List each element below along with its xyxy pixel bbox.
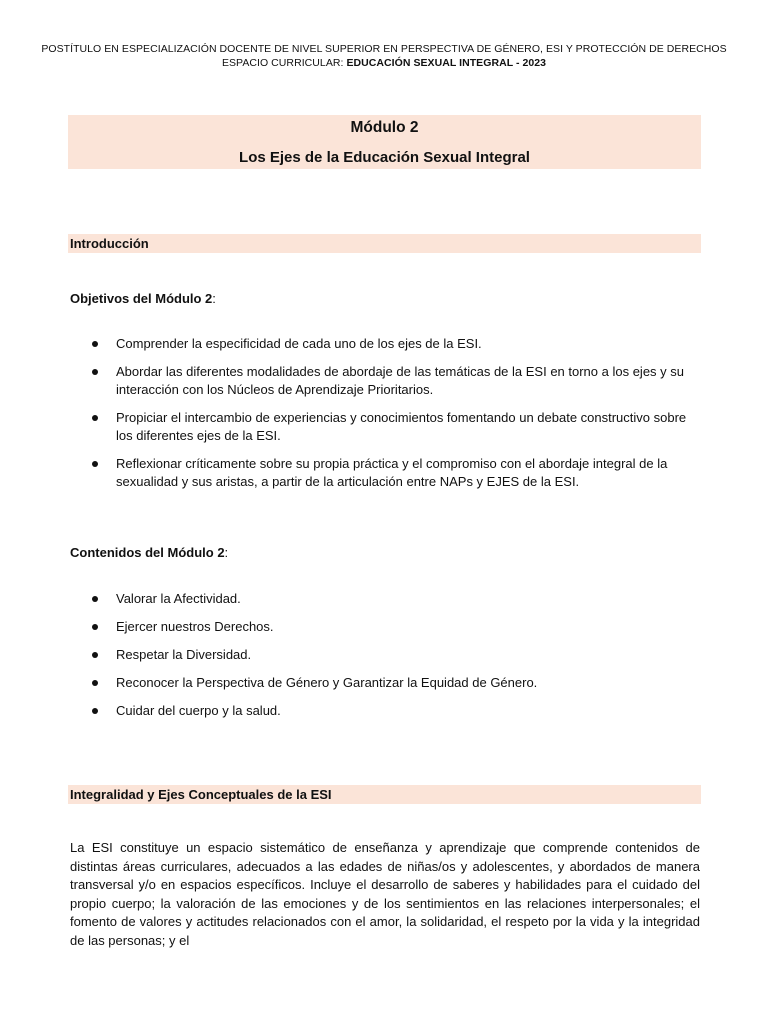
list-item: Reconocer la Perspectiva de Género y Garantizar la Equidad de Género. xyxy=(116,674,706,693)
objectives-list xyxy=(116,335,706,492)
objectives-heading xyxy=(70,290,216,308)
list-item: Valorar la Afectividad. xyxy=(116,590,706,609)
header-line-2-prefix: ESPACIO CURRICULAR: xyxy=(221,57,347,69)
list-item: Propiciar el intercambio de experiencias y conocimientos fomentando un debate constructivo sobre los diferentes ejes de la ESI. xyxy=(116,409,706,446)
header-line-2 xyxy=(0,56,768,70)
contents-heading-text: Contenidos del Módulo 2 xyxy=(70,545,225,560)
list-item: Cuidar del cuerpo y la salud. xyxy=(116,702,706,721)
objectives-heading-colon: : xyxy=(212,291,216,306)
module-number: Módulo 2 xyxy=(350,119,419,136)
list-item: Reflexionar críticamente sobre su propia práctica y el compromiso con el abordaje integral de la sexualidad y sus aristas, a partir de la articulación entre NAPs y EJES de la ESI. xyxy=(116,455,706,492)
contents-heading-colon: : xyxy=(224,545,229,560)
running-header xyxy=(0,42,768,70)
section-heading-introduction: Introducción xyxy=(68,234,701,253)
contents-heading xyxy=(70,544,228,562)
list-item: Comprender la especificidad de cada uno de los ejes de la ESI. xyxy=(116,335,706,354)
header-line-1: POSTÍTULO EN ESPECIALIZACIÓN DOCENTE DE NIVEL SUPERIOR EN PERSPECTIVA DE GÉNERO, ESI Y PROTECCIÓN DE DERECHOS xyxy=(41,43,727,55)
section-heading-integrality: Integralidad y Ejes Conceptuales de la ESI xyxy=(68,785,701,804)
contents-list xyxy=(116,590,706,721)
module-title-box xyxy=(68,115,701,169)
list-item: Abordar las diferentes modalidades de abordaje de las temáticas de la ESI en torno a los ejes y su interacción con los Núcleos de Aprendizaje Prioritarios. xyxy=(116,363,706,400)
objectives-heading-text: Objetivos del Módulo 2 xyxy=(70,291,213,306)
list-item: Ejercer nuestros Derechos. xyxy=(116,618,706,637)
body-paragraph: La ESI constituye un espacio sistemático de enseñanza y aprendizaje que comprende contenidos de distintas áreas curriculares, adecuados a las edades de niñas/os y adolescentes, y abordados de manera transversal y/o en espacios específicos. Incluye el desarrollo de saberes y habilidades para el cuidado del propio cuerpo; la valoración de las emociones y de los sentimientos en las relaciones interpersonales; el fomento de valores y actitudes relacionados con el amor, la solidaridad, el respeto por la vida y la integridad de las personas; y el xyxy=(70,840,700,948)
list-item: Respetar la Diversidad. xyxy=(116,646,706,665)
module-title: Los Ejes de la Educación Sexual Integral xyxy=(239,149,530,166)
header-line-2-course: EDUCACIÓN SEXUAL INTEGRAL - 2023 xyxy=(346,57,547,69)
